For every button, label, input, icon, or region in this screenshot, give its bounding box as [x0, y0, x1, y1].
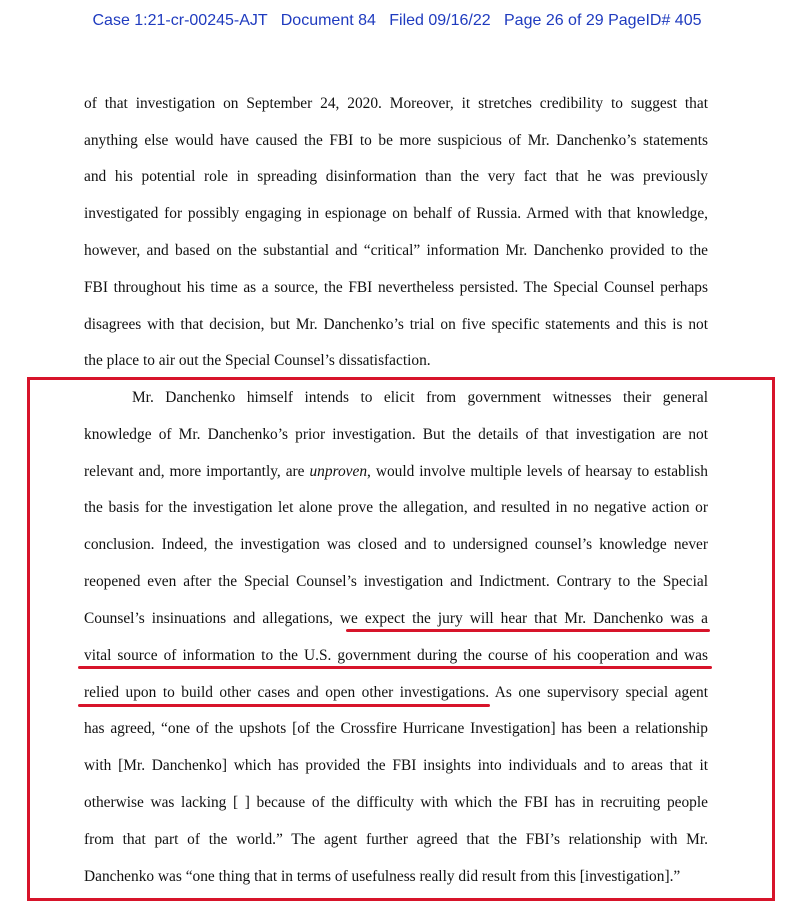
paragraph2-line: from that part of the world.” The agent further agreed that the FBI’s relationship with Mr.: [84, 831, 708, 848]
paragraph2-line: relevant and, more importantly, are unproven, would involve multiple levels of hearsay to establish: [84, 463, 708, 480]
red-underline: [78, 666, 712, 669]
paragraph1-line: however, and based on the substantial and “critical” information Mr. Danchenko provided to the: [84, 242, 708, 259]
paragraph2-line: Mr. Danchenko himself intends to elicit from government witnesses their general: [132, 389, 708, 406]
paragraph1-line: of that investigation on September 24, 2020. Moreover, it stretches credibility to suggest that: [84, 95, 708, 112]
case-header: [0, 12, 794, 30]
page-id: PageID# 405: [608, 12, 702, 29]
emphasis-unproven: unproven: [309, 463, 368, 480]
paragraph2-line: knowledge of Mr. Danchenko’s prior investigation. But the details of that investigation are not: [84, 426, 708, 443]
paragraph2-line: conclusion. Indeed, the investigation was closed and to undersigned counsel’s knowledge never: [84, 536, 708, 553]
filed-date: Filed 09/16/22: [389, 12, 491, 29]
red-underline: [346, 629, 710, 632]
paragraph2-line: reopened even after the Special Counsel’s investigation and Indictment. Contrary to the Special: [84, 573, 708, 590]
red-highlight-box: [27, 377, 775, 901]
case-number: Case 1:21-cr-00245-AJT: [92, 12, 268, 29]
paragraph1-line: and his potential role in spreading disinformation than the very fact that he was previously: [84, 168, 708, 185]
paragraph2-line: has agreed, “one of the upshots [of the Crossfire Hurricane Investigation] has been a relationship: [84, 720, 708, 737]
paragraph1-line: anything else would have caused the FBI to be more suspicious of Mr. Danchenko’s statements: [84, 132, 708, 149]
paragraph2-line: with [Mr. Danchenko] which has provided the FBI insights into individuals and to areas that it: [84, 757, 708, 774]
paragraph2-line: the basis for the investigation let alone prove the allegation, and resulted in no negative action or: [84, 499, 708, 516]
paragraph2-line: Counsel’s insinuations and allegations, we expect the jury will hear that Mr. Danchenko was a: [84, 610, 708, 627]
paragraph2-line: vital source of information to the U.S. government during the course of his cooperation and was: [84, 647, 708, 664]
paragraph1-line: the place to air out the Special Counsel’s dissatisfaction.: [84, 352, 431, 369]
document-number: Document 84: [280, 12, 376, 29]
paragraph2-line: otherwise was lacking [ ] because of the difficulty with which the FBI has in recruiting people: [84, 794, 708, 811]
paragraph1-line: FBI throughout his time as a source, the FBI nevertheless persisted. The Special Counsel perhaps: [84, 279, 708, 296]
page-number: Page 26 of 29: [504, 12, 604, 29]
paragraph2-line: Danchenko was “one thing that in terms of usefulness really did result from this [investigation].”: [84, 868, 681, 885]
red-underline: [78, 704, 490, 707]
paragraph1-line: disagrees with that decision, but Mr. Danchenko’s trial on five specific statements and this is not: [84, 316, 708, 333]
paragraph2-line: relied upon to build other cases and open other investigations. As one supervisory special agent: [84, 684, 708, 701]
paragraph1-line: investigated for possibly engaging in espionage on behalf of Russia. Armed with that knowledge,: [84, 205, 708, 222]
